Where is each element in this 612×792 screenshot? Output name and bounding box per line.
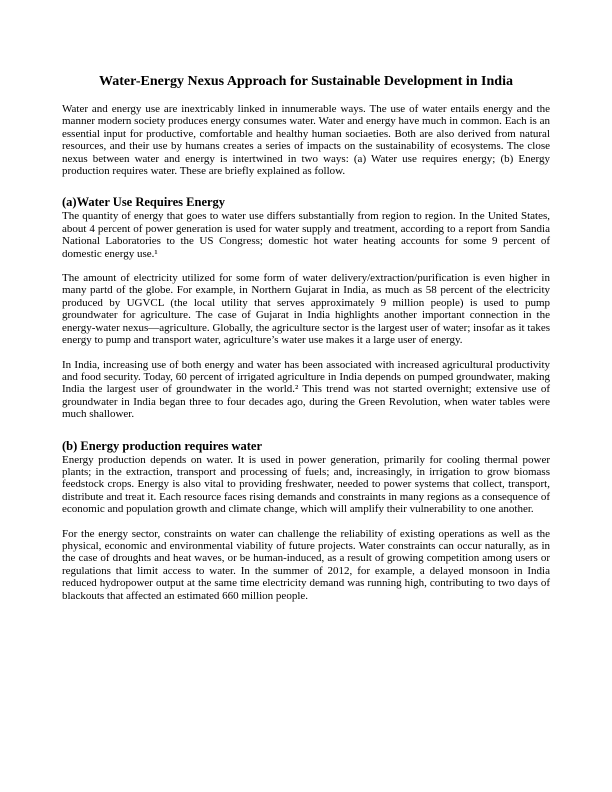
document-title: Water-Energy Nexus Approach for Sustainable Development in India	[99, 74, 513, 89]
section-b-heading: (b) Energy production requires water	[62, 438, 262, 453]
section-a-paragraph-2: The amount of electricity utilized for some form of water delivery/extraction/purification is even higher in many partd of the globe. For example, in Northern Gujarat in India, as much as 58 percent of the electricity produced by UGVCL (the local utility that serves approximately 9 million people) is used to pump groundwater for agriculture. The case of Gujarat in India highlights another important connection in the energy-water nexus—agriculture. Globally, the agriculture sector is the largest user of water; insofar as it takes energy to pump and transport water, agriculture’s water use makes it a large user of energy.	[62, 272, 550, 347]
section-a-paragraph-3: In India, increasing use of both energy and water has been associated with increased agricultural productivity and food security. Today, 60 percent of irrigated agriculture in India depends on pumped groundwater, making India the largest user of groundwater in the world.² This trend was not started overnight; extensive use of groundwater in India began three to four decades ago, during the Green Revolution, when water tables were much shallower.	[62, 358, 550, 421]
intro-paragraph: Water and energy use are inextricably linked in innumerable ways. The use of water entails energy and the manner modern society produces energy consumes water. Water and energy have much in common. Each is an essential input for productive, comfortable and healthy human sociaeties. Both are also derived from natural resources, and their use by humans creates a series of impacts on the sustainability of ecosystems. The close nexus between water and energy is intertwined in two ways: (a) Water use requires energy; (b) Energy production requires water. These are briefly explained as follow.	[62, 103, 550, 178]
section-b-paragraph-2: For the energy sector, constraints on water can challenge the reliability of existing operations as well as the physical, economic and environmental viability of future projects. Water constraints can occur naturally, as in the case of droughts and heat waves, or be human-induced, as a result of growing competition among users or regulations that limit access to water. In the summer of 2012, for example, a delayed monsoon in India reduced hydropower output at the same time electricity demand was running high, contributing to two days of blackouts that affected an estimated 660 million people.	[62, 527, 550, 602]
section-a-paragraph-1: The quantity of energy that goes to water use differs substantially from region to region. In the United States, about 4 percent of power generation is used for water supply and treatment, according to a report from Sandia National Laboratories to the US Congress; domestic hot water heating accounts for some 9 percent of domestic energy use.¹	[62, 210, 550, 260]
section-b-paragraph-1: Energy production depends on water. It is used in power generation, primarily for cooling thermal power plants; in the extraction, transport and processing of fuels; and, increasingly, in irrigation to grow biomass feedstock crops. Energy is also vital to providing freshwater, needed to power systems that collect, transport, distribute and treat it. Each resource faces rising demands and constraints in many regions as a consequence of economic and population growth and climate change, which will amplify their vulnerability to one another.	[62, 453, 550, 516]
section-a-heading: (a)Water Use Requires Energy	[62, 195, 226, 210]
